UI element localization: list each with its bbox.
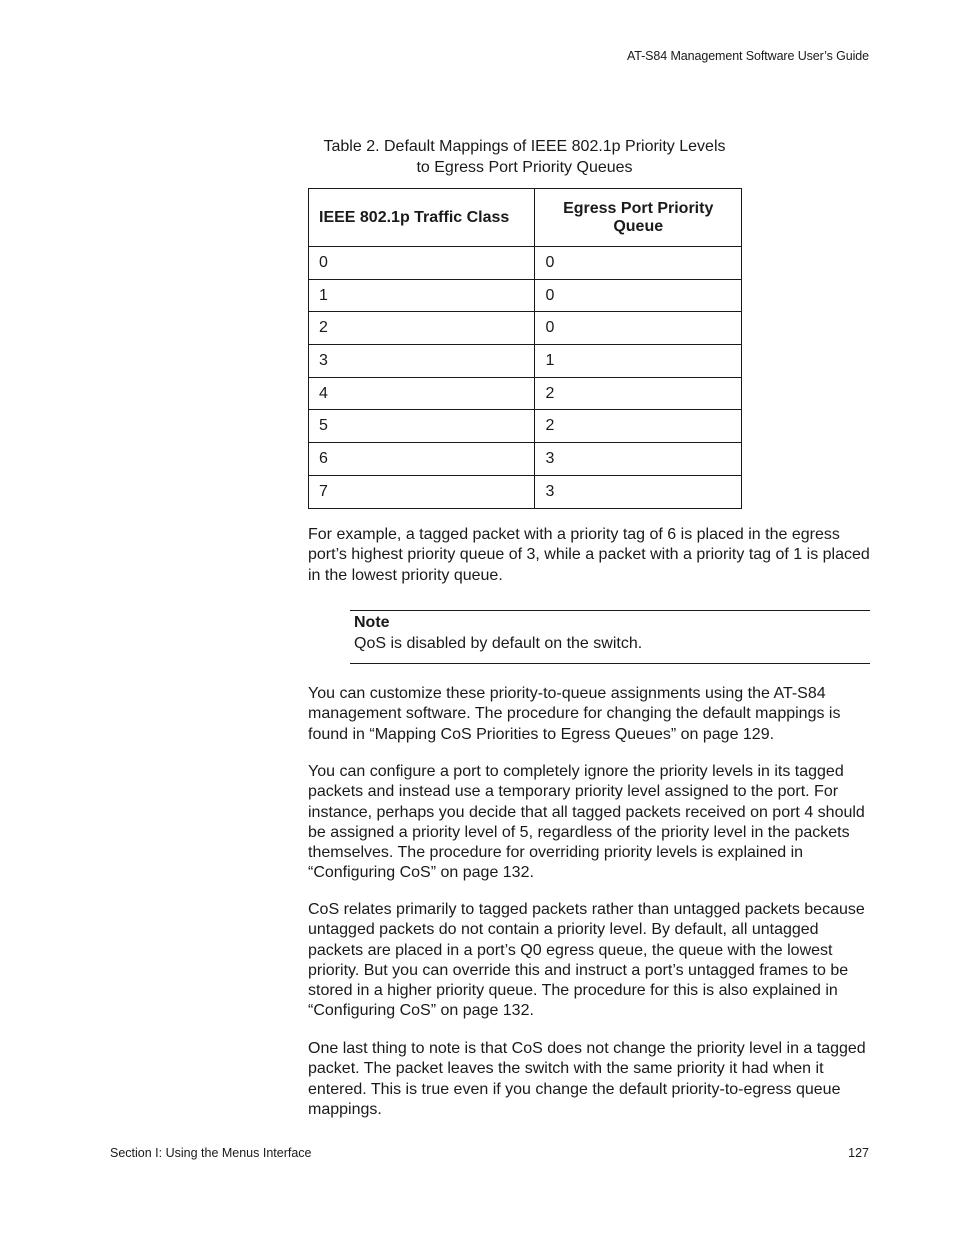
queue-cell: 0 bbox=[535, 279, 742, 312]
note-title: Note bbox=[354, 614, 390, 631]
footer-section: Section I: Using the Menus Interface bbox=[110, 1146, 312, 1160]
paragraph-example: For example, a tagged packet with a priority tag of 6 is placed in the egress port’s highest priority queue of 3, while a packet with a priority tag of 1 is placed in the lowest priority queue. bbox=[308, 526, 870, 584]
queue-cell: 2 bbox=[535, 377, 742, 410]
paragraph-untagged: CoS relates primarily to tagged packets rather than untagged packets because untagged packets do not contain a priority level. By default, all untagged packets are placed in a port’s Q0 egress queue, the queue with the lowest priority. But you can override this and instruct a port’s untagged frames to be stored in a higher priority queue. The procedure for this is also explained in “Configuring CoS” on page 132. bbox=[308, 901, 865, 1020]
traffic-class-cell: 5 bbox=[309, 410, 535, 443]
note-text: QoS is disabled by default on the switch. bbox=[354, 635, 643, 652]
priority-mapping-table bbox=[308, 188, 742, 509]
traffic-class-cell: 4 bbox=[309, 377, 535, 410]
traffic-class-cell: 3 bbox=[309, 345, 535, 378]
table-row bbox=[309, 475, 742, 508]
traffic-class-cell: 6 bbox=[309, 443, 535, 476]
table-row bbox=[309, 410, 742, 443]
table-caption-line-1: Table 2. Default Mappings of IEEE 802.1p Priority Levels bbox=[323, 138, 726, 155]
queue-cell: 0 bbox=[535, 312, 742, 345]
table-caption bbox=[308, 136, 741, 178]
traffic-class-cell: 0 bbox=[309, 247, 535, 280]
egress-queue-column-header: Egress Port Priority Queue bbox=[535, 189, 742, 247]
queue-cell: 2 bbox=[535, 410, 742, 443]
traffic-class-cell: 2 bbox=[309, 312, 535, 345]
table-row bbox=[309, 312, 742, 345]
paragraph-configure-port: You can configure a port to completely ignore the priority levels in its tagged packets and instead use a temporary priority level assigned to the port. For instance, perhaps you decide that all tagged packets received on port 4 should be assigned a priority level of 5, regardless of the priority level in the packets themselves. The procedure for overriding priority levels is explained in “Configuring CoS” on page 132. bbox=[308, 763, 865, 882]
table-row bbox=[309, 443, 742, 476]
traffic-class-column-header: IEEE 802.1p Traffic Class bbox=[309, 189, 535, 247]
paragraph-last-note: One last thing to note is that CoS does not change the priority level in a tagged packet. The packet leaves the switch with the same priority it had when it entered. This is true even if you change the default priority-to-egress queue mappings. bbox=[308, 1040, 866, 1118]
paragraph-customize: You can customize these priority-to-queue assignments using the AT-S84 management software. The procedure for changing the default mappings is found in “Mapping CoS Priorities to Egress Queues” on page 129. bbox=[308, 685, 841, 743]
table-row bbox=[309, 377, 742, 410]
queue-cell: 1 bbox=[535, 345, 742, 378]
table-row bbox=[309, 345, 742, 378]
traffic-class-cell: 1 bbox=[309, 279, 535, 312]
running-header: AT-S84 Management Software User’s Guide bbox=[626, 49, 869, 63]
table-row bbox=[309, 279, 742, 312]
table-row bbox=[309, 247, 742, 280]
table-caption-line-2: to Egress Port Priority Queues bbox=[416, 159, 633, 176]
table-header-row bbox=[309, 189, 742, 247]
queue-cell: 0 bbox=[535, 247, 742, 280]
note-box bbox=[350, 610, 870, 664]
queue-cell: 3 bbox=[535, 475, 742, 508]
page-number: 127 bbox=[848, 1146, 869, 1160]
queue-cell: 3 bbox=[535, 443, 742, 476]
traffic-class-cell: 7 bbox=[309, 475, 535, 508]
